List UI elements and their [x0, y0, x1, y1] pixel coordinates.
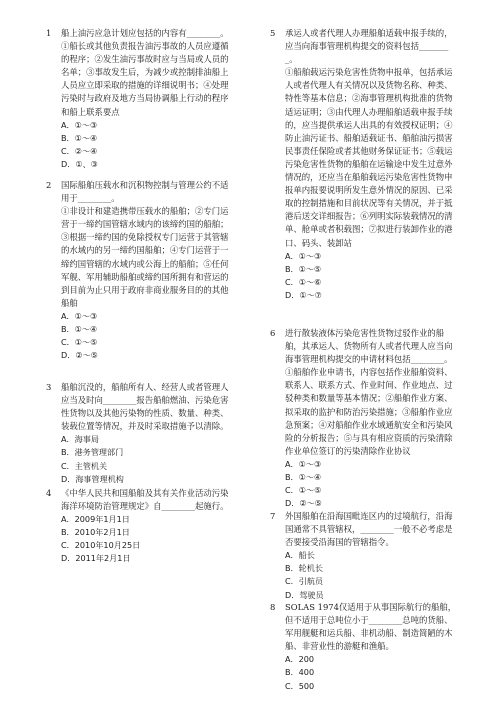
option-a: A．船长: [285, 550, 315, 561]
question-number: 3: [46, 382, 52, 392]
question-stem: 船舶沉没的，船舶所有人、经营人或者管理人应当及时向________报告船舶燃油、污染危害性货物以及其他污染物的性质、数量、种类、装载位置等情况，并及时采取措施予以清除。: [61, 382, 229, 432]
option-a: A．海事局: [61, 434, 99, 445]
question-7: [270, 510, 460, 601]
option-b: B．轮机长: [285, 563, 323, 574]
option-a: A．①～③: [61, 119, 98, 130]
option-d: D．①～⑦: [285, 289, 322, 300]
question-stem: 进行散装液体污染危害性货物过驳作业的船舶，其承运人、货物所有人或者代理人应当向海事管理机构提交的申请材料包括________。 ①船舶作业申请书，内容包括作业船舶资料、联系人、联系方式、作业时间、作业地点、过驳种类和数量等基本情况；②船舶作业方案、拟采取的监护和防治污染措施；③船舶作业应急预案；④对船舶作业水域通航安全和污染风险的分析报告；⑤与具有相应资质的污染清除作业单位签订的污染清除作业协议: [285, 328, 453, 456]
option-c: C．②～④: [61, 145, 98, 156]
question-4: [46, 487, 236, 566]
question-stem: 船上油污应急计划应包括的内容有________。 ①船长或其他负责报告油污事故的人员应遵循的程序；②发生油污事故时应与当局或人员的名单；③事故发生后，为减少或控制排油船上人员应立即采取的措施的详细说明书；④处理污染时与政府及地方当局协调船上行动的程序和船上联系要点: [61, 28, 229, 117]
question-stem: 承运人或者代理人办理船舶适载申报手续的，应当向海事管理机构提交的资料包括________。 ①船舶载运污染危害性货物申报单，包括承运人或者代理人有关情况以及货物名称、种类、特性等基本信息；②海事管理机构批准的货物适运证明；③由代理人办理船舶适载申报手续的，应当提供承运人出具的有效授权证明；④防止油污证书、船舶适载证书、船舶油污损害民事责任保险或者其他财务保证证书；⑤载运污染危害性货物的船舶在运输途中发生过意外情况的，还应当在船舶载运污染危害性货物申报单内报要说明所发生意外情况的原因、已采取的控制措施和目前状况等有关情况，并于抵港后送交详细报告；⑥列明实际装载情况的清单、舱单或者积载图；⑦拟进行装卸作业的港口、码头、装卸站: [285, 28, 453, 248]
option-b: B．港务管理部门: [61, 447, 124, 458]
option-d: D．2011年2月1日: [61, 553, 131, 564]
option-a: A．①～③: [285, 250, 322, 261]
question-stem: 外国船舶在沿海国毗连区内的过境航行，沿海国通常不具管辖权，________一般不必考虑是否要接受沿海国的管辖指令。: [285, 511, 453, 548]
option-c: C．主管机关: [61, 460, 108, 471]
question-2: [46, 179, 236, 381]
option-a: A．200: [285, 654, 315, 665]
option-c: C．2010年10月25日: [61, 540, 141, 551]
question-stem: 国际船舶压载水和沉积物控制与管理公约不适用于________。 ①非设计和建造携带压载水的船舶；②专门运营于一缔约国管辖水域内的该缔约国的船舶；③根据一缔约国的免除授权专门运营于其管辖的水域内的另一缔约国船舶；④专门运营于一缔约国管辖的水域内或公海上的船舶；⑤任何军舰、军用辅助船舶或缔约国所拥有和营运的到目前为止只用于政府非商业服务目的的其他船舶: [61, 180, 229, 308]
option-c: C．500: [285, 680, 315, 691]
option-b: B．2010年2月1日: [61, 527, 130, 538]
option-c: C．①～⑥: [285, 276, 322, 287]
option-b: B．①～④: [61, 132, 98, 143]
option-c: C．①～⑤: [61, 337, 98, 348]
option-d: D．海事管理机构: [61, 473, 124, 484]
option-d: D．驾驶员: [285, 589, 324, 600]
option-a: A．①～③: [61, 310, 98, 321]
option-a: A．2009年1月1日: [61, 514, 130, 525]
option-b: B．①～④: [285, 472, 322, 483]
right-column: [270, 27, 460, 693]
question-number: 7: [270, 511, 276, 521]
question-1: [46, 27, 236, 179]
question-number: 6: [270, 328, 276, 338]
option-d: D．②～⑤: [61, 350, 98, 361]
left-column: [46, 27, 236, 566]
question-6: [270, 327, 460, 510]
option-d: D．②～⑤: [285, 498, 322, 509]
option-a: A．①～③: [285, 458, 322, 469]
question-stem: 《中华人民共和国船舶及其有关作业活动污染海洋环境防治管理规定》自________起施行。: [61, 488, 229, 512]
question-number: 4: [46, 488, 52, 498]
option-b: B．①～⑤: [285, 263, 322, 274]
question-number: 8: [270, 602, 276, 612]
question-3: [46, 381, 236, 487]
question-stem: SOLAS 1974仅适用于从事国际航行的船舶，但不适用于总吨位小于________总吨的货船、军用舰艇和运兵船、非机动船、制造简陋的木船、非营业性的游艇和渔船。: [285, 602, 457, 652]
question-number: 1: [46, 28, 52, 38]
option-c: C．引航员: [285, 576, 324, 587]
question-number: 5: [270, 28, 276, 38]
option-b: B．①～④: [61, 324, 98, 335]
option-d: D．①、③: [61, 158, 98, 169]
option-b: B．400: [285, 667, 315, 678]
question-8: [270, 601, 460, 693]
option-c: C．①～⑤: [285, 485, 322, 496]
question-number: 2: [46, 180, 52, 190]
question-5: [270, 27, 460, 327]
